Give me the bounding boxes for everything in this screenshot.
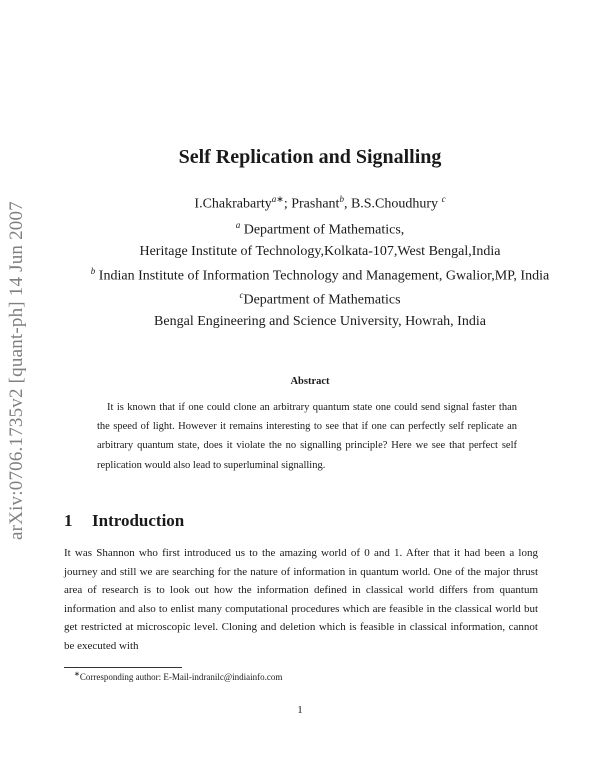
footnote-text: Corresponding author: E-Mail-indranilc@indiainfo.com (79, 672, 283, 682)
paper-title: Self Replication and Signalling (178, 146, 442, 168)
affiliation-marker: b (90, 266, 96, 276)
affiliation-b (60, 266, 580, 285)
section-heading (64, 511, 184, 531)
footnote-rule (64, 667, 182, 668)
author-list (60, 194, 580, 213)
author-name: I.Chakrabarty (194, 196, 272, 212)
footnote-marker: ∗ (74, 670, 80, 678)
affiliation-c (60, 290, 580, 309)
author-name: B.S.Choudhury (350, 196, 439, 212)
affiliation-marker: b (339, 194, 344, 204)
arxiv-identifier-stamp: arXiv:0706.1735v2 [quant-ph] 14 Jun 2007 (6, 201, 27, 540)
author-separator: , (343, 196, 351, 212)
affiliation-c-institution: Bengal Engineering and Science University, Howrah, India (154, 314, 486, 329)
affiliation-department: Department of Mathematics, (240, 222, 405, 238)
affiliation-marker: c (441, 194, 446, 204)
author-separator: ; (283, 196, 292, 212)
section-number: 1 (64, 511, 73, 530)
affiliation-marker: a (235, 220, 241, 230)
affiliation-a-institution: Heritage Institute of Technology,Kolkata-107,West Bengal,India (139, 244, 501, 259)
affiliation-institution: Indian Institute of Information Technology and Management, Gwalior,MP, India (95, 268, 550, 284)
corresponding-author-marker: ∗ (276, 194, 284, 204)
page-number: 1 (297, 704, 303, 716)
affiliation-a (60, 220, 580, 239)
affiliation-department: Department of Mathematics (243, 292, 401, 308)
abstract-heading: Abstract (290, 376, 330, 387)
author-name: Prashant (291, 196, 340, 212)
section-title: Introduction (92, 511, 185, 530)
footnote (74, 670, 282, 682)
abstract-text: It is known that if one could clone an arbitrary quantum state one could send signal faster than the speed of light. However it remains interesting to see that if one can perfectly self replicate an arbitrary quantum state, does it violate the no signalling principle? Here we see that perfect self replication would also lead to superluminal signalling. (97, 402, 517, 471)
affiliation-marker: a (271, 194, 277, 204)
introduction-paragraph: It was Shannon who first introduced us to the amazing world of 0 and 1. After that it had been a long journey and still we are searching for the nature of information in quantum world. One of the major thrust area of research is to look out how the information defined in classical world differs from quantum information and also to enlist many computational procedures which are feasible in the classical world but get restricted at microscopic level. Cloning and deletion which is feasible in classical information, cannot be executed with (64, 547, 538, 652)
affiliation-marker: c (239, 290, 244, 300)
